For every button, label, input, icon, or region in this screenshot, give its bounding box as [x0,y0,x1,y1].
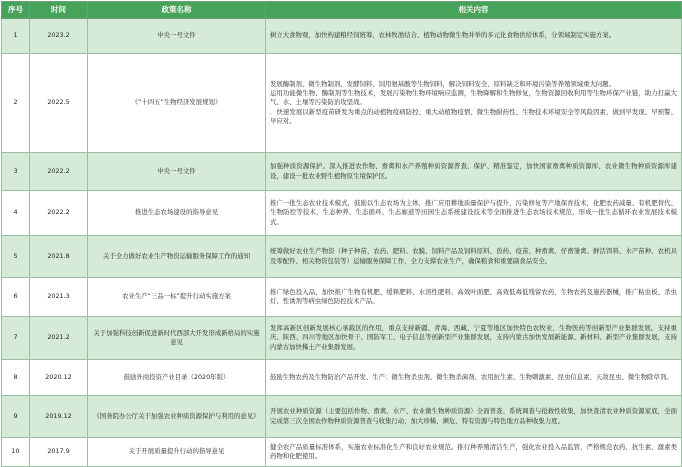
row-policy-name: 关于开展质量提升行动的指导意见 [88,438,266,467]
table-header-row [2,2,682,19]
row-index: 7 [2,317,30,360]
content-line: 推广一批生态农业技术模式，鼓励以生态农场为主体，推广应用耕地质量保护与提升、污染修复等产地保育技术，化肥农药减量、有机肥替代、生物防控等技术，生态种养、生态循环、生态廊道等田园生态系统建设技术等全面推进生态农场技术规范，形成一批生态循环农业发展技术模式。 [270,199,677,226]
row-date: 2021.3 [30,278,88,317]
row-index: 5 [2,236,30,278]
table-row [2,360,682,396]
table-row [2,191,682,236]
row-policy-name: 关于加强科技创新促进新时代西部大开发形成新格局的实施意见 [88,317,266,360]
content-line: 开展农业种质资源（主要包括作物、畜禽、水产、农业微生物种质资源）全面普查、系统调查与抢救性收集，加快查清农业种质资源家底，全面完成第三次全国农作物种质资源普查与收集行动，加大珍稀、濒危、特有资源与特色地方品种收集力度。 [270,407,677,425]
content-line: 健全农产品质量标准体系，实施农业标准化生产和良好农业规范。推行种养殖清洁生产，强化农业投入品监管，严格规范农药、抗生素、激素类药物和化肥使用。 [270,442,677,460]
content-line: 运用功能微生物、酶制剂等生物技术，发展污染物生物环境响应监测，生物降解和生物修复，生物资源回收利用等生物环保产业链，助力打赢大气、水、土壤等污染防治攻坚战。 [270,89,677,107]
row-content [266,19,682,54]
table-row [2,236,682,278]
row-content [266,54,682,153]
row-index: 9 [2,396,30,438]
row-index: 6 [2,278,30,317]
header-content: 相关内容 [266,2,682,19]
row-content [266,153,682,191]
table-row [2,153,682,191]
table-row [2,19,682,54]
content-line: ．快速发展以新型疫苗研发为重点的动植物疫病防控、重大动植物疫情、微生物耐药性、生物技术环境安全等风险因素，做到早发现、早预警、早应对。 [270,107,677,125]
row-policy-name: 《国务院办公厅关于加强农业种质资源保护与利用的意见》 [88,396,266,438]
row-index: 1 [2,19,30,54]
row-index: 4 [2,191,30,236]
row-policy-name: 关于全力做好农业生产物资运输服务保障工作的通知 [88,236,266,278]
row-date: 2019.12 [30,396,88,438]
row-content [266,317,682,360]
content-line: 树立大食物观，加快构建粮经饲统筹、农林牧渔结合、植物动物微生物并举的多元化食物供给体系，分领域制定实施方案。 [270,31,616,40]
content-line: 加强种质资源保护。深入推进农作物、畜禽和水产养殖种质资源普查、保护、精准鉴定，加快国家畜禽种质资源库、农业微生物种质资源库建设，建设一批农业野生植物原生境保护区。 [270,162,677,180]
row-date: 2021.8 [30,236,88,278]
row-date: 2020.12 [30,360,88,396]
row-index: 8 [2,360,30,396]
row-content [266,360,682,396]
table-row [2,317,682,360]
row-policy-name: 中央一号文件 [88,19,266,54]
row-policy-name: 中央一号文件 [88,153,266,191]
table-row [2,278,682,317]
row-content [266,278,682,317]
row-date: 2022.5 [30,54,88,153]
table-row [2,438,682,467]
content-line: 推广绿色投入品，加快推广生物有机肥、缓释肥料、水溶性肥料、高效叶面肥、高效低毒低残留农药、生物农药及施药器械，推广粘虫板、杀虫灯、性诱剂等病虫绿色防控技术产品。 [270,287,677,305]
policy-table [1,1,682,467]
content-line: 发挥高新区创新发展核心承载区的作用，重点支持新疆、青海、西藏、宁夏等地区加快特色农牧业、生物医药等创新型产业集群发展。支持重庆、陕西、四川等地区加快骨干、国防军工、电子信息等创新型产业集群发展，支持内蒙古加快发展新能源、新材料、新型产业集群发展，支持内蒙古加快稀土产业集群发展。 [270,324,677,351]
row-index: 3 [2,153,30,191]
table-row [2,396,682,438]
row-date: 2017.9 [30,438,88,467]
content-line: 统筹做好农业生产物资（种子种苗、农药、肥料、农膜、饲料产品及饲料原料、兽药、疫苗、种畜禽、仔畜雏禽、鲜活饵料、水产苗种、农机具及零配件、相关物资包装等）运输服务保障工作，全力支撑农业生产，确保粮食和重要副食品安全。 [270,247,677,265]
row-date: 2021.2 [30,317,88,360]
table-row [2,54,682,153]
row-policy-name: 农业生产“三品一标”提升行动实施方案 [88,278,266,317]
row-content [266,236,682,278]
content-line: 鼓励生物农药及生物防治产品开发、生产：微生物杀虫剂、微生物杀菌剂、农用抗生素、生物刺激素、昆虫信息素、天敌昆虫、微生物除草剂。 [270,372,673,381]
row-date: 2022.2 [30,153,88,191]
row-content [266,438,682,467]
row-date: 2023.2 [30,19,88,54]
row-index: 2 [2,54,30,153]
row-policy-name: 鼓励外商投资产业目录（2020年版） [88,360,266,396]
row-policy-name: 《“十四五”生物经济发展规划》 [88,54,266,153]
header-time: 时间 [30,2,88,19]
row-content [266,396,682,438]
row-policy-name: 推进生态农场建设的指导意见 [88,191,266,236]
row-index: 10 [2,438,30,467]
header-index: 序号 [2,2,30,19]
row-content [266,191,682,236]
header-policy-name: 政策名称 [88,2,266,19]
row-date: 2022.2 [30,191,88,236]
content-line: 发展酶制剂、微生物制剂、发酵饲料、饲用氨基酸等生物饲料，解决饲料安全、原料缺乏和环境污染等养殖领域重大问题。 [270,79,616,88]
